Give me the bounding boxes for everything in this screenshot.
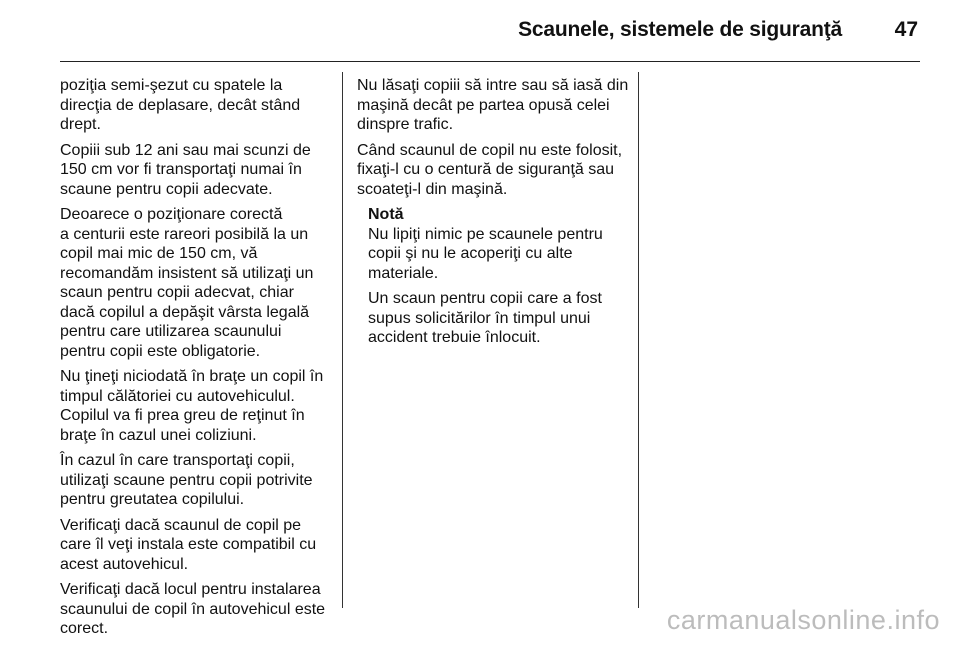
text-line: scaunului de copil în autovehicul este bbox=[60, 600, 326, 618]
text-line: Nu lăsaţi copiii să intre sau să iasă din bbox=[357, 77, 629, 94]
left-column bbox=[60, 76, 332, 645]
watermark: carmanualsonline.info bbox=[666, 605, 940, 635]
page-number: 47 bbox=[894, 18, 918, 41]
text-line: braţe în cazul unei coliziuni. bbox=[60, 426, 257, 444]
paragraph bbox=[60, 367, 332, 445]
text-line: fixaţi-l cu o centură de siguranţă sau bbox=[357, 161, 615, 178]
text-line: scaun pentru copii adecvat, chiar bbox=[60, 284, 294, 301]
paragraph bbox=[357, 141, 629, 200]
text-line: 150 cm vor fi transportaţi numai în bbox=[60, 161, 302, 178]
text-line: acest autovehicul. bbox=[60, 555, 189, 573]
paragraph bbox=[60, 451, 332, 510]
paragraph bbox=[60, 141, 332, 200]
text-line: pentru greutatea copilului. bbox=[60, 491, 245, 508]
text-line: drept. bbox=[60, 116, 101, 133]
note-paragraph bbox=[368, 225, 629, 284]
text-line: Nu ţineţi niciodată în braţe un copil în bbox=[60, 368, 324, 385]
text-line: poziţia semi-şezut cu spatele la bbox=[60, 77, 283, 94]
paragraph bbox=[357, 76, 629, 135]
middle-column bbox=[357, 76, 629, 354]
text-line: direcţia de deplasare, decât stând bbox=[60, 96, 301, 114]
text-line: a centurii este rareori posibilă la un bbox=[60, 225, 309, 243]
text-line: scoateţi-l din maşină. bbox=[357, 180, 508, 198]
text-line: maşină decât pe partea opusă celei bbox=[357, 96, 610, 114]
text-line: Deoarece o poziţionare corectă bbox=[60, 206, 283, 223]
text-line: Nu lipiţi nimic pe scaunele pentru bbox=[368, 225, 603, 243]
paragraph bbox=[60, 580, 332, 639]
header-rule bbox=[60, 61, 920, 62]
text-line: În cazul în care transportaţi copii, bbox=[60, 452, 295, 469]
text-line: Verificaţi dacă scaunul de copil pe bbox=[60, 516, 302, 534]
text-line: Un scaun pentru copii care a fost bbox=[368, 290, 602, 307]
text-line: accident trebuie înlocuit. bbox=[368, 329, 541, 346]
note-label: Notă bbox=[368, 206, 404, 223]
text-line: Copiii sub 12 ani sau mai scunzi de bbox=[60, 141, 311, 159]
text-line: scaune pentru copii adecvate. bbox=[60, 180, 273, 198]
column-divider bbox=[342, 72, 343, 608]
text-line: dinspre trafic. bbox=[357, 116, 454, 133]
text-line: pentru care utilizarea scaunului bbox=[60, 323, 282, 340]
column-divider bbox=[638, 72, 639, 608]
note-box bbox=[368, 205, 629, 348]
text-line: supus solicitărilor în timpul unui bbox=[368, 309, 591, 327]
header-title: Scaunele, sistemele de siguranţă bbox=[518, 18, 842, 41]
text-line: pentru copii este obligatorie. bbox=[60, 342, 261, 360]
text-line: timpul călătoriei cu autovehiculul. bbox=[60, 387, 295, 405]
text-line: utilizaţi scaune pentru copii potrivite bbox=[60, 471, 313, 489]
text-line: copil mai mic de 150 cm, vă bbox=[60, 245, 258, 262]
note-paragraph bbox=[368, 289, 629, 348]
text-line: Copilul va fi prea greu de reţinut în bbox=[60, 407, 305, 424]
text-line: Când scaunul de copil nu este folosit, bbox=[357, 141, 623, 159]
paragraph bbox=[60, 516, 332, 575]
text-line: Verificaţi dacă locul pentru instalarea bbox=[60, 581, 321, 598]
text-line: corect. bbox=[60, 620, 109, 637]
text-line: dacă copilul a depăşit vârsta legală bbox=[60, 303, 310, 321]
paragraph bbox=[60, 205, 332, 361]
text-line: care îl veţi instala este compatibil cu bbox=[60, 536, 317, 553]
text-line: recomandăm insistent să utilizaţi un bbox=[60, 264, 314, 282]
text-line: materiale. bbox=[368, 264, 439, 282]
paragraph bbox=[60, 76, 332, 135]
text-line: copii şi nu le acoperiţi cu alte bbox=[368, 245, 573, 262]
